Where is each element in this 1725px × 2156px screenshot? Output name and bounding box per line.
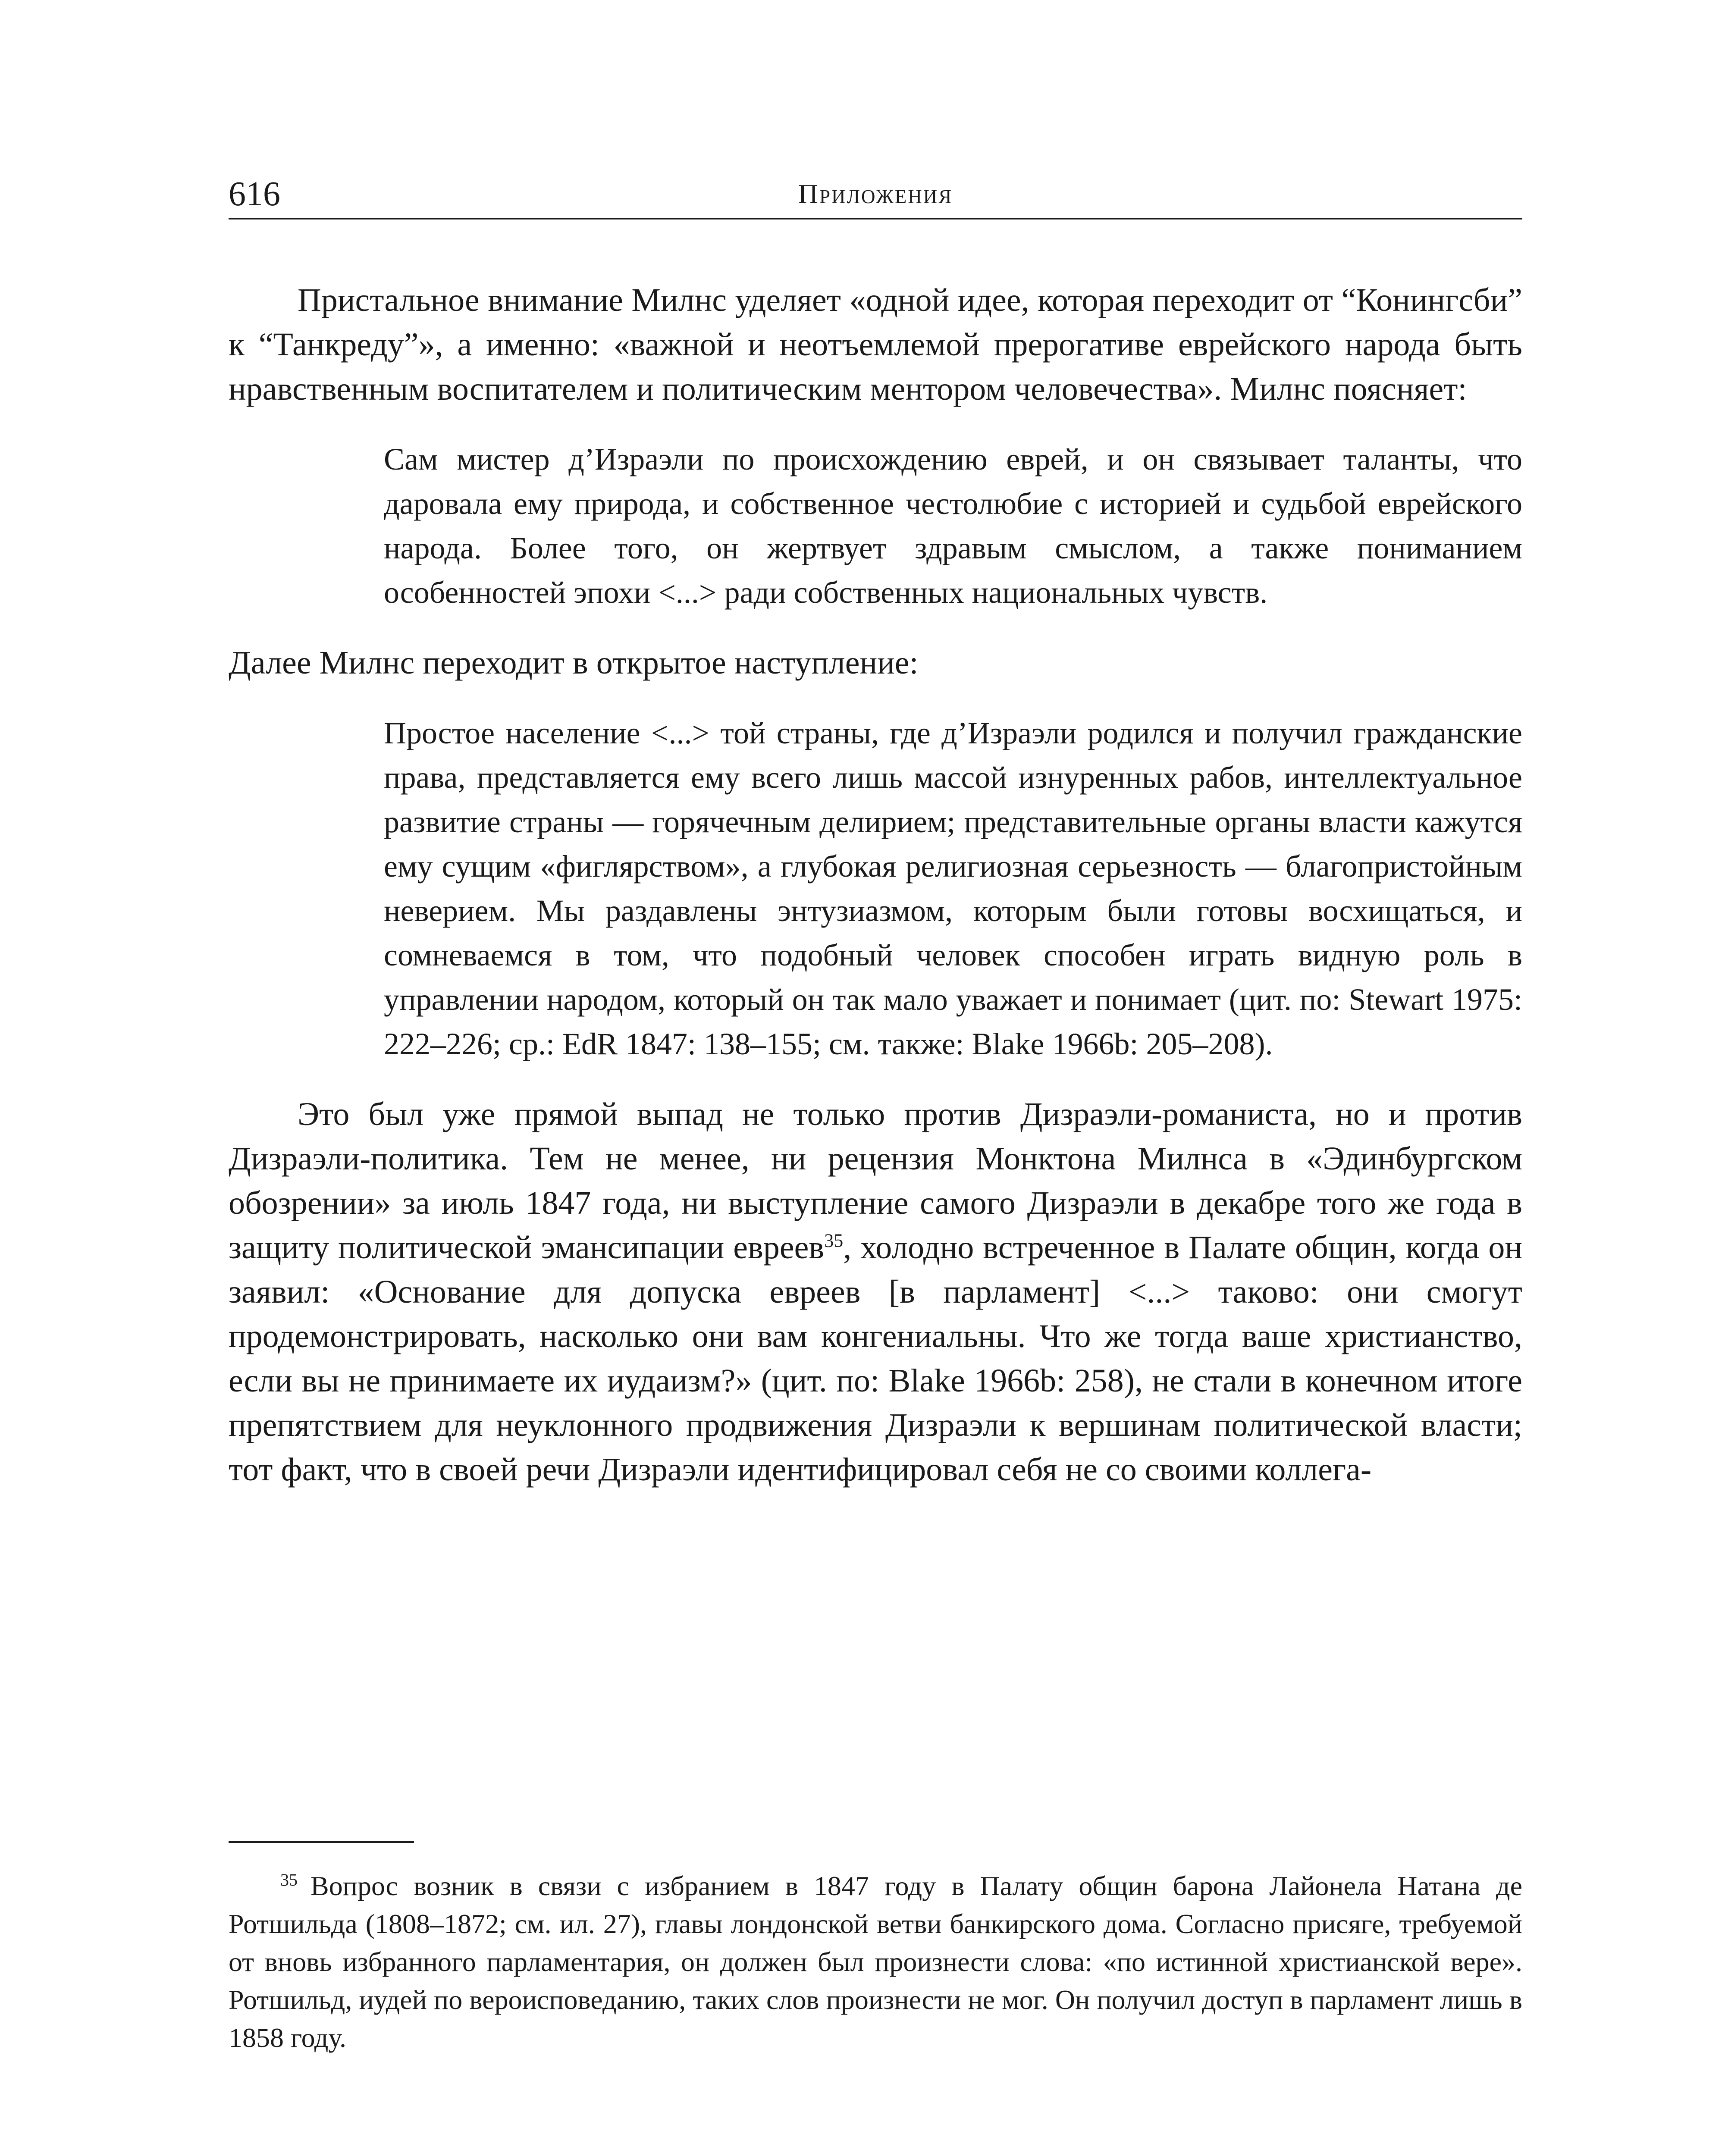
paragraph-3-text-end: , холодно встреченное в Палате общин, когда он заявил: «Основание для допуска евреев [в парламент] <...> таково: они смогут продемонстрировать, насколько они вам конгениальны. Что же тогда ваше христианство, если вы не принимаете их иудаизм?» (цит. по: Blake 1966b: 258), не стали в конечном итоге препятствием для неуклонного продвижения Дизраэли к вершинам политической власти; тот факт, что в своей речи Дизраэли идентифицировал себя не со своими коллега- <box>229 1229 1522 1488</box>
footnote-number: 35 <box>280 1870 298 1890</box>
paragraph-1: Пристальное внимание Милнс уделяет «одной идее, которая переходит от “Конингсби” к “Танкреду”», а именно: «важной и неотъемлемой прерогативе еврейского народа быть нравственным воспитателем и политическим ментором человечества». Милнс поясняет: <box>229 282 1522 407</box>
footnote-35 <box>229 1867 1522 2057</box>
block-quote-1: Сам мистер д’Израэли по происхождению еврей, и он связывает таланты, что даровала ему природа, и собственное честолюбие с историей и судьбой еврейского народа. Более того, он жертвует здравым смыслом, а также пониманием особенностей эпохи <...> ради собственных национальных чувств. <box>384 442 1522 610</box>
paragraph-2: Далее Милнс переходит в открытое наступление: <box>229 645 919 681</box>
block-quote-2: Простое население <...> той страны, где д’Израэли родился и получил гражданские права, представляется ему всего лишь массой изнуренных рабов, интеллектуальное развитие страны — горячечным делирием; представительные органы власти кажутся ему сущим «фиглярством», а глубокая религиозная серьезность — благопристойным неверием. Мы раздавлены энтузиазмом, которым были готовы восхищаться, и сомневаемся в том, что подобный человек способен играть видную роль в управлении народом, который он так мало уважает и понимает (цит. по: Stewart 1975: 222–226; ср.: EdR 1847: 138–155; см. также: Blake 1966b: 205–208). <box>384 716 1522 1061</box>
main-text <box>229 278 1522 1492</box>
footnotes <box>229 1867 1522 2057</box>
running-header <box>229 172 1522 220</box>
running-title: Приложения <box>798 179 953 209</box>
header-rule <box>229 218 1522 219</box>
page-number: 616 <box>229 175 280 213</box>
paragraph-3-text-start: Это был уже прямой выпад не только против Дизраэли-романиста, но и против Дизраэли-политика. Тем не менее, ни рецензия Монктона Милнса в «Эдинбургском обозрении» за июль 1847 года, ни выступление самого Дизраэли в декабре того же года в защиту политической эмансипации евреев <box>229 1096 1522 1266</box>
paragraph-3 <box>229 1092 1522 1492</box>
footnote-separator <box>229 1841 414 1843</box>
footnote-text: Вопрос возник в связи с избранием в 1847 году в Палату общин барона Лайонела Натана де Ротшильда (1808–1872; см. ил. 27), главы лондонской ветви банкирского дома. Согласно присяге, требуемой от вновь избранного парламентария, он должен был произнести слова: «по истинной христианской вере». Ротшильд, иудей по вероисповеданию, таких слов произнести не мог. Он получил доступ в парламент лишь в 1858 году. <box>229 1871 1522 2053</box>
footnote-reference-35[interactable]: 35 <box>824 1230 844 1251</box>
